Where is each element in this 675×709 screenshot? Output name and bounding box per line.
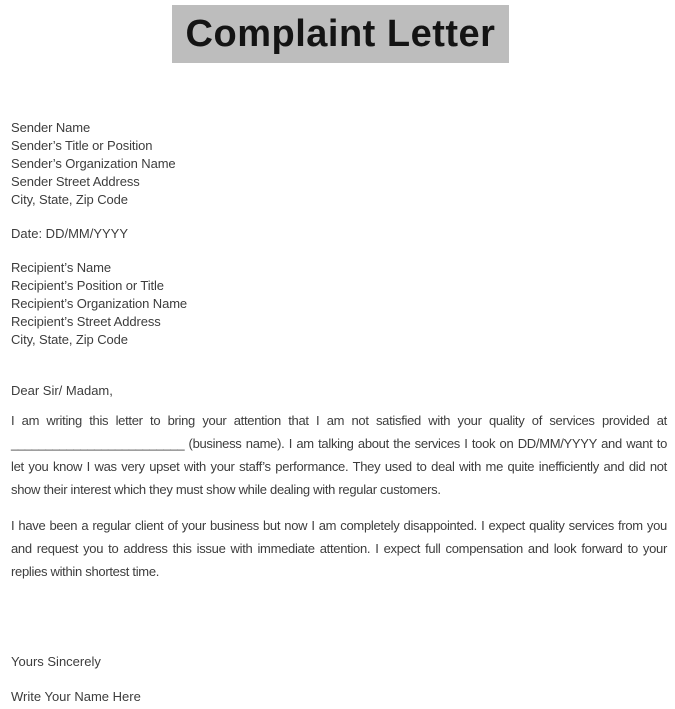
closing-line: Yours Sincerely — [11, 654, 101, 669]
recipient-city-line: City, State, Zip Code — [11, 332, 128, 347]
body-paragraph-1: I am writing this letter to bring your attention that I am not satisfied with your quality of services provided at _________________________ (business name). I am talking about the services I took on DD/MM/YYYY and want to let you know I was very upset with your staff’s performance. They used to deal with me quite inefficiently and did not show their interest which they must show while dealing with regular customers. — [11, 413, 667, 497]
title-row — [0, 0, 675, 63]
signature-placeholder: Write Your Name Here — [11, 689, 141, 704]
sender-name-line: Sender Name — [11, 120, 91, 135]
recipient-position-line: Recipient’s Position or Title — [11, 278, 164, 293]
recipient-address-block — [11, 259, 667, 349]
sender-title-line: Sender’s Title or Position — [11, 138, 153, 153]
sender-street-line: Sender Street Address — [11, 174, 140, 189]
sender-organization-line: Sender’s Organization Name — [11, 156, 176, 171]
sender-address-block — [11, 119, 667, 209]
body-paragraph-2: I have been a regular client of your business but now I am completely disappointed. I expect quality services from you and request you to address this issue with immediate attention. I expect full compensation and look forward to your replies within shortest time. — [11, 518, 667, 579]
recipient-organization-line: Recipient’s Organization Name — [11, 296, 188, 311]
date-line: Date: DD/MM/YYYY — [11, 226, 129, 241]
page-title: Complaint Letter — [172, 5, 510, 63]
letter-content — [0, 119, 675, 706]
salutation: Dear Sir/ Madam, — [11, 383, 113, 398]
recipient-name-line: Recipient’s Name — [11, 260, 112, 275]
recipient-street-line: Recipient’s Street Address — [11, 314, 161, 329]
sender-city-line: City, State, Zip Code — [11, 192, 128, 207]
